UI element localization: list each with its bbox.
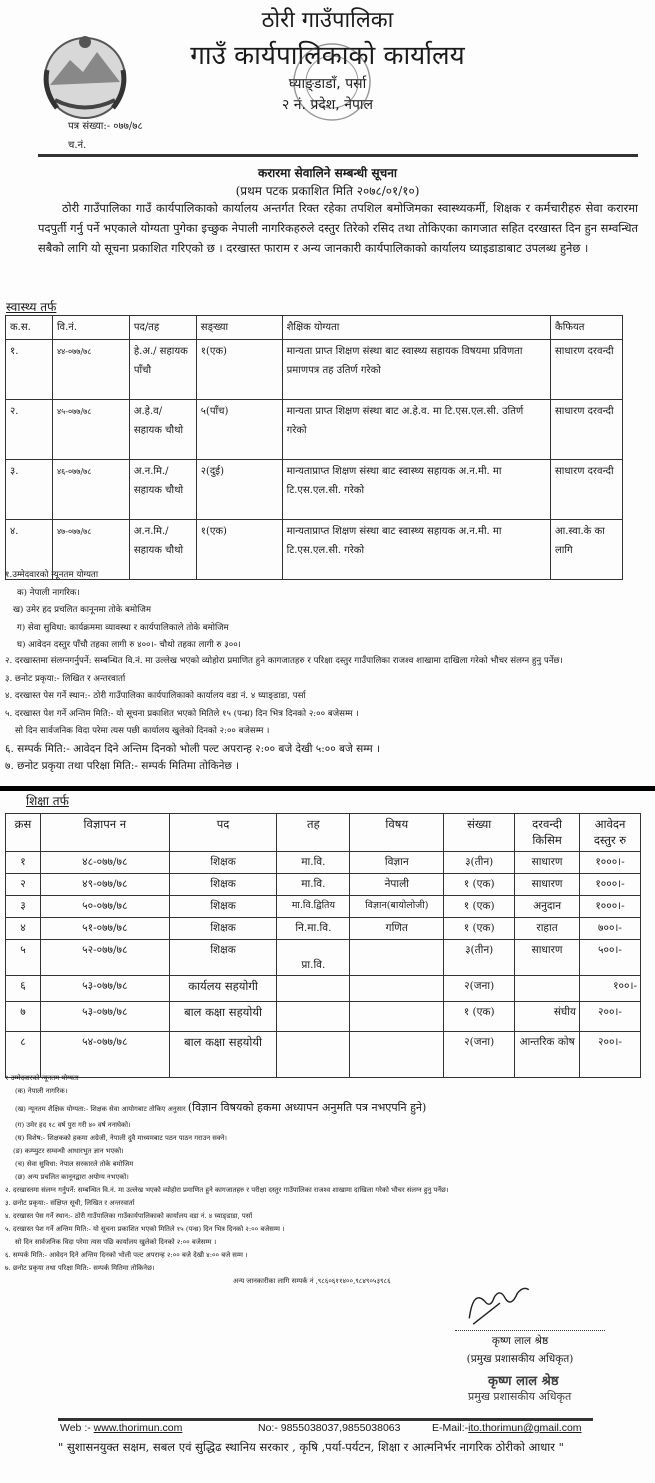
office-seal-stamp xyxy=(290,40,375,125)
cell-count: ३(तीन) xyxy=(444,940,515,976)
cell-type: राहात xyxy=(515,918,580,940)
note-line: ७. छनोट प्रकृया तथा परिक्षा मिति:- सम्पर्क मितिमा तोकिनेछ । xyxy=(5,760,240,772)
note-line: (छ) अन्य प्रचलित कानूनद्वारा अयोग्य नभएको। xyxy=(15,1173,129,1181)
note-line: ख) उमेर हद प्रचलित कानूनमा तोके बमोजिम xyxy=(13,605,152,615)
section-divider xyxy=(0,786,655,791)
cell-sn: १. xyxy=(6,340,53,400)
cell-subject xyxy=(350,940,444,976)
cell-post: शिक्षक xyxy=(169,852,277,874)
note-line: ३. छनोट प्रकृया:- संक्षिप्त सूची, लिखित र अन्तरवार्ता xyxy=(5,1199,135,1207)
table-row xyxy=(6,1002,641,1032)
cell-fee: १०००।- xyxy=(580,896,641,918)
note-line: ७. छनोट प्रकृया तथा परिक्षा मिति:- सम्पर्क मितिमा तोकिनेछ। xyxy=(5,1264,155,1272)
note-line: २. दरखास्तमा संलग्नगर्नुपर्ने: सम्बन्धित वि.नं. मा उल्लेख भएको व्योहोरा प्रमाणित हुने कागजातहरु र परिक्षा दस्तुर गाउँपालिका राजश्व शाखामा दाखिला गरेको भौचर संलग्न हुनु पर्नेछ। xyxy=(5,655,563,666)
office-location: घ्याङ्डाडाँ, पर्सा xyxy=(288,76,367,92)
cell-remark: साधारण दरवन्दी xyxy=(551,400,623,460)
col-header: विषय xyxy=(350,814,444,852)
col-header: संख्या xyxy=(444,814,515,852)
cell-adv-no: ५३-०७७/७८ xyxy=(40,1002,169,1032)
note-line: (च) सेवा सुविधा: नेपाल सरकारले तोके बमोजिम xyxy=(15,1160,134,1168)
cell-remark: साधारण दरवन्दी xyxy=(551,340,623,400)
cell-adv-no: ४५-०७७/७८ xyxy=(52,400,129,460)
cell-type: साधारण xyxy=(515,852,580,874)
note-line: ६. सम्पर्क मिति:- आवेदन दिने अन्तिम दिनको भोली पल्ट अपरान्ह २:०० बजे देखी ५:०० बजे सम्म । xyxy=(5,742,380,755)
cell-level: मा.वि. xyxy=(277,874,350,896)
note-line: ५. दरखास्त पेश गर्ने अन्तिम मिति:- यो सूचना प्रकाशित भएको मितिले १५ (पन्ध्र) दिन भित्र दिनको २:०० बजेसम्म । xyxy=(5,1225,285,1233)
signer-name: कृष्ण लाल श्रेष्ठ xyxy=(491,1335,549,1347)
cell-fee: १००।- xyxy=(580,976,641,1002)
note-line: १ उम्मेदवारको न्यूनतम योग्यता xyxy=(5,1074,79,1082)
table-row xyxy=(6,400,623,460)
cell-sn: ४ xyxy=(6,918,41,940)
cell-fee: २००।- xyxy=(580,1002,641,1032)
cell-post: बाल कक्षा सहयोयी xyxy=(169,1002,277,1032)
note-line: २. दरखास्तमा संलग्न गर्नुपर्ने: सम्बन्धित वि.नं. मा उल्लेख भएको व्योहोरा प्रमाणित हुने कागजातहरु र परीक्षा दस्तुर गाउँपालिका राजश्व शाखामा दाखिला गरेको भौचर संलग्न हुनु पर्नेछ। xyxy=(5,1186,449,1194)
letter-number: पत्र संख्या:- ०७७/७८ xyxy=(68,121,143,132)
header-divider xyxy=(38,154,638,157)
note-line: (घ) विशेष:- शिक्षकको हकमा अग्रेजी, नेपाली दुवै माध्यमबाट पठन पाठन गराउन सक्ने। xyxy=(15,1134,227,1142)
col-header: सङ्ख्या xyxy=(196,316,282,340)
cell-fee: १०००।- xyxy=(580,874,641,896)
cell-qualification: मान्यता प्राप्त शिक्षण संस्था बाट अ.हे.व. मा टि.एस.एल.सी. उतिर्ण गरेको xyxy=(282,400,550,460)
note-line: ५. दरखास्त पेश गर्ने अन्तिम मिति:- यो सूचना प्रकाशित भएको मितिले १५ (पन्ध्र) दिन भित्र दिनको २:०० बजेसम्म । xyxy=(5,708,359,719)
cell-adv-no: ४४-०७७/७८ xyxy=(52,340,129,400)
website-link[interactable]: www.thorimun.com xyxy=(93,1422,183,1434)
cell-count: ३(तीन) xyxy=(444,852,515,874)
note-line: १.उम्मेदवारको न्यूनतम योग्यता xyxy=(5,570,99,580)
web-label: Web :- xyxy=(60,1422,94,1434)
note-line: घ) आवेदन दस्तुर पाँचौ तहका लागी रु ४००।- चौथो तहका लागी रु ३००। xyxy=(17,640,241,650)
note-line: क) नेपाली नागरिक। xyxy=(17,587,80,598)
notice-title: करारमा सेवालिने सम्बन्धी सूचना xyxy=(258,166,397,180)
cell-type: साधारण xyxy=(515,874,580,896)
col-header: तह xyxy=(277,814,350,852)
col-header: दरवन्दी किसिम xyxy=(515,814,580,852)
cell-post: हे.अ./ सहायक पाँचौ xyxy=(129,340,196,400)
handwritten-signature xyxy=(460,1280,540,1328)
note-line: ४. दरखास्त पेस गर्ने स्थान:- ठोरी गाउँपालिका कार्यपालिकाको कार्यालय वडा नं. ४ घ्याङ्डाडा, पर्सा xyxy=(5,691,306,701)
cell-type: अनुदान xyxy=(515,896,580,918)
health-vacancy-table xyxy=(5,315,623,580)
col-header: वि.नं. xyxy=(52,316,129,340)
cell-level xyxy=(277,1002,350,1032)
name-stamp xyxy=(448,1374,628,1404)
note-line: (ग) उमेर हद १८ वर्ष पुरा गरी ४० वर्ष ननाघेको। xyxy=(15,1121,131,1129)
footer-divider xyxy=(58,1418,593,1421)
cell-count: १(एक) xyxy=(196,340,282,400)
cell-qualification: मान्यता प्राप्त शिक्षण संस्था बाट स्वास्थ्य सहायक विषयमा प्रविणता प्रमाणपत्र तह उतिर्ण गरेको xyxy=(282,340,550,400)
cell-post: शिक्षक xyxy=(169,874,277,896)
cell-subject: नेपाली xyxy=(350,874,444,896)
notice-subtitle: (प्रथम पटक प्रकाशित मिति २०७८/०१/१०) xyxy=(235,184,420,198)
cell-adv-no: ५२-०७७/७८ xyxy=(40,940,169,976)
signer-designation: (प्रमुख प्रशासकीय अधिकृत) xyxy=(466,1353,574,1365)
col-header: क.स. xyxy=(6,316,53,340)
note-line xyxy=(5,1098,650,1119)
education-notes xyxy=(5,1072,650,1288)
signature-line xyxy=(455,1330,605,1331)
table-row xyxy=(6,1032,641,1078)
stamp-title: प्रमुख प्रशासकीय अधिकृत xyxy=(468,1390,572,1403)
cell-level: नि.मा.वि. xyxy=(277,918,350,940)
note-line: (ङ) कम्प्युटर सम्वन्धी आधारभुत ज्ञान भएको। xyxy=(13,1147,124,1155)
cell-fee: १०००।- xyxy=(580,852,641,874)
col-header: क्रस xyxy=(6,814,41,852)
cell-remark: साधारण दरवन्दी xyxy=(551,460,623,520)
office-name: गाउँ कार्यपालिकाको कार्यालय xyxy=(190,41,465,71)
table-row xyxy=(6,896,641,918)
table-row xyxy=(6,852,641,874)
footer-email xyxy=(432,1422,582,1434)
cell-adv-no: ५०-०७७/७८ xyxy=(40,896,169,918)
cell-sn: ३ xyxy=(6,896,41,918)
cell-sn: १ xyxy=(6,852,41,874)
cell-qualification: मान्यताप्राप्त शिक्षण संस्था बाट स्वास्थ्य सहायक अ.न.मी. मा टि.एस.एल.सी. गरेको xyxy=(282,460,550,520)
cell-sn: ४. xyxy=(6,520,53,580)
cell-sn: ३. xyxy=(6,460,53,520)
footer-motto: " सुशासनयुक्त सक्षम, सबल एवं सुद्धिढ स्थानिय सरकार , कृषि ,पर्या-पर्यटन, शिक्षा र आत्मनिर्भर नागरिक ठोरीको आधार " xyxy=(58,1440,564,1454)
cell-post: कार्यलय सहयोगी xyxy=(169,976,277,1002)
cell-fee: ७००।- xyxy=(580,918,641,940)
cell-subject xyxy=(350,1002,444,1032)
note-line: ४. दरखास्त पेस गर्ने स्थान:- ठोरी गाउँपालिका गाउँकार्यपालिकाको कार्यालय वडा नं. ४ घ्याङ्डाडा, पर्सा xyxy=(5,1212,253,1220)
cell-level: मा.वि. xyxy=(277,852,350,874)
note-line: ३. छनोट प्रकृया:- लिखित र अन्तरवार्ता xyxy=(5,673,126,684)
cell-post: अ.न.मि./ सहायक चौथो xyxy=(129,520,196,580)
cell-count: १ (एक) xyxy=(444,874,515,896)
footer-phone: No:- 9855038037,9855038063 xyxy=(258,1422,401,1434)
cell-level xyxy=(277,1032,350,1078)
note-text-emphasis: (विज्ञान विषयको हकमा अध्यापन अनुमति पत्र नभएपनि हुने) xyxy=(187,1101,427,1114)
col-header: विज्ञापन न xyxy=(40,814,169,852)
cell-subject: विज्ञान xyxy=(350,852,444,874)
cell-type: संघीय xyxy=(515,1002,580,1032)
cell-count: १(एक) xyxy=(196,520,282,580)
cell-adv-no: ४७-०७७/७८ xyxy=(52,520,129,580)
cell-post: शिक्षक xyxy=(169,940,277,976)
note-line: सो दिन सार्वजनिक विदा परेमा त्यस पछी कार्यालय खुलेको दिनको २:०० बजेसम्म । xyxy=(15,726,270,736)
cell-count: १ (एक) xyxy=(444,918,515,940)
cell-post: शिक्षक xyxy=(169,918,277,940)
col-header: पद/तह xyxy=(129,316,196,340)
table-header-row xyxy=(6,814,641,852)
cell-post: बाल कक्षा सहयोयी xyxy=(169,1032,277,1078)
org-name: ठोरी गाउँपालिका xyxy=(261,8,394,33)
cell-remark: आ.स्वा.के का लागि xyxy=(551,520,623,580)
cell-fee: २००।- xyxy=(580,1032,641,1078)
health-section-heading: स्वास्थ्य तर्फ xyxy=(6,300,57,314)
cell-post: शिक्षक xyxy=(169,896,277,918)
cell-sn: ७ xyxy=(6,1002,41,1032)
cell-sn: २ xyxy=(6,874,41,896)
table-row xyxy=(6,940,641,976)
cell-sn: ५ xyxy=(6,940,41,976)
cell-subject: विज्ञान(बायोलोजी) xyxy=(350,896,444,918)
cell-level xyxy=(277,976,350,1002)
notice-intro: ठोरी गाउँपालिका गाउँ कार्यपालिकाको कार्यालय अन्तर्गत रिक्त रहेका तपशिल बमोजिमका स्वास्थ्यकर्मी, शिक्षक र कर्मचारीहरु सेवा करारमा पदपुर्ती गर्नु पर्ने भएकाले योग्यता पुगेका इच्छुक नेपाली नागरिकहरुले दस्तुर तिरेको रसिद तथा तोकिएका कागजात सहित दरखास्त दिन हुन सम्वन्धित सबैको लागि यो सूचना प्रकाशित गरिएको छ । दरखास्त फाराम र अन्य जानकारी कार्यपालिकाको कार्यालय घ्याइडाडाबाट उपलब्ध हुनेछ । xyxy=(38,201,638,255)
cell-post: अ.न.मि./ सहायक चौथो xyxy=(129,460,196,520)
cell-count: १ (एक) xyxy=(444,1002,515,1032)
footer-web xyxy=(60,1422,182,1434)
cell-type: साधारण xyxy=(515,940,580,976)
cell-post: अ.हे.व/ सहायक चौथो xyxy=(129,400,196,460)
cell-count: ५(पाँच) xyxy=(196,400,282,460)
cell-qualification: मान्यताप्राप्त शिक्षण संस्था बाट स्वास्थ्य सहायक अ.न.मी. मा टि.एस.एल.सी. गरेको xyxy=(282,520,550,580)
cell-adv-no: ५३-०७७/७८ xyxy=(40,976,169,1002)
note-line: ग) सेवा सुविधा: कार्यक्रममा व्यावस्था र कार्यपालिकाले तोके बमोजिम xyxy=(17,622,229,633)
table-row xyxy=(6,976,641,1002)
cell-count: २(जना) xyxy=(444,976,515,1002)
table-header-row xyxy=(6,316,623,340)
note-line: ६. सम्पर्क मिति:- आवेदन दिने अन्तिम दिनको भोली पल्ट अपरान्ह २:०० बजे देखी ४:०० बजे सम्म । xyxy=(5,1251,248,1259)
health-notes xyxy=(5,567,645,776)
note-line: अन्य जानकारीका लागि सम्पर्क नं ,९८६०६११४००,९८४९०५३९८६ xyxy=(233,1277,391,1285)
cell-sn: ६ xyxy=(6,976,41,1002)
col-header: पद xyxy=(169,814,277,852)
chalani-number: च.नं. xyxy=(68,140,87,151)
cell-subject xyxy=(350,1032,444,1078)
note-line: (क) नेपाली नागरिक। xyxy=(15,1087,68,1095)
table-row xyxy=(6,874,641,896)
note-line: सो दिन सार्वजनिक विदा परेमा त्यस पछि कार्यालय खुलेको दिनको २:०० बजेसम्म । xyxy=(15,1238,217,1246)
col-header: कैफियत xyxy=(551,316,623,340)
note-text: (ख) न्यूनतम शैक्षिक योग्यता:- शिक्षक सेवा आयोगबाट तोकिए अनुसार xyxy=(15,1105,186,1113)
education-vacancy-table xyxy=(5,813,641,1078)
col-header: शैक्षिक योग्यता xyxy=(282,316,550,340)
education-section-heading: शिक्षा तर्फ xyxy=(26,794,69,808)
cell-fee: ५००।- xyxy=(580,940,641,976)
table-row xyxy=(6,918,641,940)
cell-type xyxy=(515,976,580,1002)
email-label: E-Mail:- xyxy=(432,1422,469,1434)
cell-sn: ८ xyxy=(6,1032,41,1078)
cell-adv-no: ४८-०७७/७८ xyxy=(40,852,169,874)
table-row xyxy=(6,460,623,520)
cell-subject: गणित xyxy=(350,918,444,940)
cell-level: मा.वि.द्वितिय xyxy=(277,896,350,918)
cell-adv-no: ४९-०७७/७८ xyxy=(40,874,169,896)
office-province: २ नं. प्रदेश, नेपाल xyxy=(281,97,374,113)
cell-type: आन्तरिक कोष xyxy=(515,1032,580,1078)
col-header: आवेदन दस्तुर रु xyxy=(580,814,641,852)
cell-sn: २. xyxy=(6,400,53,460)
cell-adv-no: ५१-०७७/७८ xyxy=(40,918,169,940)
cell-subject xyxy=(350,976,444,1002)
stamp-name: कृष्ण लाल श्रेष्ठ xyxy=(488,1374,559,1389)
cell-adv-no: ५४-०७७/७८ xyxy=(40,1032,169,1078)
table-row xyxy=(6,340,623,400)
cell-count: २(जना) xyxy=(444,1032,515,1078)
cell-adv-no: ४६-०७७/७८ xyxy=(52,460,129,520)
email-link[interactable]: ito.thorimun@gmail.com xyxy=(468,1422,582,1434)
cell-count: १ (एक) xyxy=(444,896,515,918)
cell-level: प्रा.वि. xyxy=(277,940,350,976)
cell-count: २(दुई) xyxy=(196,460,282,520)
